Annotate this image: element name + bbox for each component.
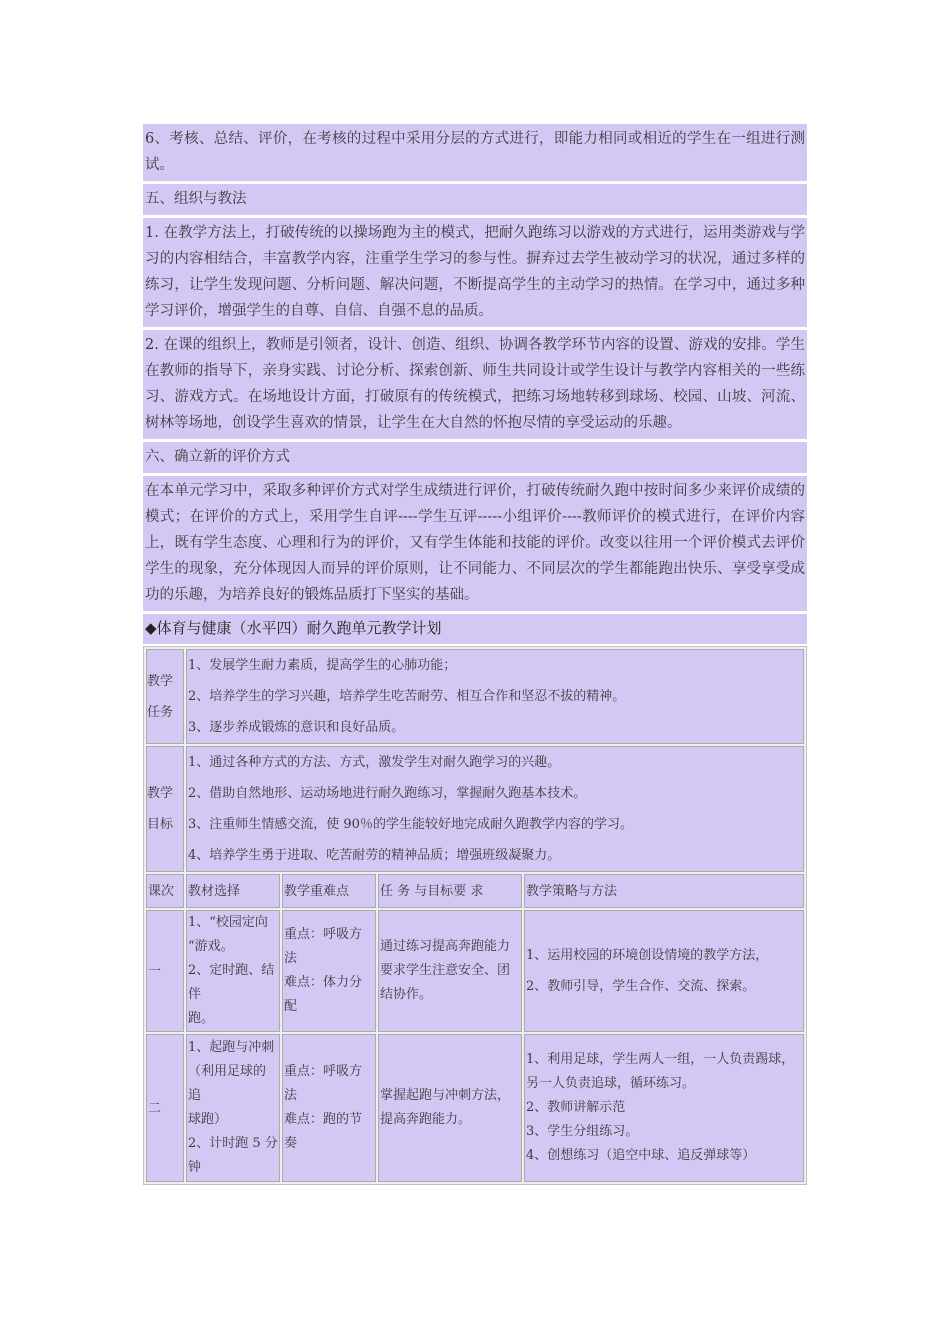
lesson-material: 1、“校园定向 “游戏。 2、定时跑、结伴 跑。 <box>186 910 280 1032</box>
lesson-key-points: 重点：呼吸方法 难点：跑的节奏 <box>282 1034 376 1182</box>
paragraph-method: 1. 在教学方法上，打破传统的以操场跑为主的模式，把耐久跑练习以游戏的方式进行，运用类游戏与学习的内容相结合，丰富教学内容，注重学生学习的参与性。摒弃过去学生被动学习的状况，通过多样的练习，让学生发现问题、分析问题、解决问题，不断提高学生的主动学习的热情。在学习中，通过多种学习评价，增强学生的自尊、自信、自强不息的品质。 <box>143 218 807 328</box>
teaching-plan-table <box>143 646 807 1185</box>
goal-label: 教学 目标 <box>146 746 184 872</box>
lesson-strategy: 1、利用足球，学生两人一组，一人负责踢球， 另一人负责追球，循环练习。 2、教师讲解示范 3、学生分组练习。 4、创想练习（追空中球、追反弹球等） <box>524 1034 804 1182</box>
table-row-goal <box>146 746 804 872</box>
list-item: 1、通过各种方式的方法、方式，激发学生对耐久跑学习的兴趣。 <box>188 755 561 770</box>
lesson-strategy: 1、运用校园的环境创设情境的教学方法， 2、教师引导，学生合作、交流、探索。 <box>524 910 804 1032</box>
lesson-number: 二 <box>146 1034 184 1182</box>
header-material: 教材选择 <box>186 874 280 908</box>
list-item: 3、注重师生情感交流，使 90％的学生能较好地完成耐久跑教学内容的学习。 <box>188 817 633 832</box>
list-item: 3、逐步养成锻炼的意识和良好品质。 <box>188 720 405 735</box>
lesson-number: 一 <box>146 910 184 1032</box>
lesson-task: 掌握起跑与冲刺方法， 提高奔跑能力。 <box>378 1034 522 1182</box>
table-header-row <box>146 874 804 908</box>
list-item: 2、培养学生的学习兴趣，培养学生吃苦耐劳、相互合作和坚忍不拔的精神。 <box>188 689 626 704</box>
plan-title: ◆体育与健康（水平四）耐久跑单元教学计划 <box>143 614 807 644</box>
heading-evaluation: 六、确立新的评价方式 <box>143 442 807 474</box>
task-content <box>186 649 804 744</box>
header-strategy: 教学策略与方法 <box>524 874 804 908</box>
list-item: 1、发展学生耐力素质，提高学生的心肺功能； <box>188 658 457 673</box>
lesson-task: 通过练习提高奔跑能力 要求学生注意安全、团 结协作。 <box>378 910 522 1032</box>
heading-organization: 五、组织与教法 <box>143 184 807 216</box>
list-item: 4、培养学生勇于进取、吃苦耐劳的精神品质；增强班级凝聚力。 <box>188 848 561 863</box>
paragraph-evaluation: 在本单元学习中，采取多种评价方式对学生成绩进行评价，打破传统耐久跑中按时间多少来评价成绩的模式；在评价的方式上，采用学生自评----学生互评-----小组评价----教师评价的模式进行，在评价内容上，既有学生态度、心理和行为的评价，又有学生体能和技能的评价。改变以往用一个评价模式去评价学生的现象，充分体现因人而异的评价原则，让不同能力、不同层次的学生都能跑出快乐、享受享受成功的乐趣，为培养良好的锻炼品质打下坚实的基础。 <box>143 476 807 612</box>
paragraph-assessment: 6、考核、总结、评价，在考核的过程中采用分层的方式进行，即能力相同或相近的学生在一组进行测试。 <box>143 124 807 182</box>
document-body <box>143 124 807 1185</box>
table-row <box>146 1034 804 1182</box>
table-row <box>146 910 804 1032</box>
paragraph-organization: 2. 在课的组织上，教师是引领者，设计、创造、组织、协调各教学环节内容的设置、游戏的安排。学生在教师的指导下，亲身实践、讨论分析、探索创新、师生共同设计或学生设计与教学内容相关的一些练习、游戏方式。在场地设计方面，打破原有的传统模式，把练习场地转移到球场、校园、山坡、河流、树林等场地，创设学生喜欢的情景，让学生在大自然的怀抱尽情的享受运动的乐趣。 <box>143 330 807 440</box>
table-row-task <box>146 649 804 744</box>
goal-content <box>186 746 804 872</box>
header-task-goal: 任 务 与目标要 求 <box>378 874 522 908</box>
lesson-key-points: 重点：呼吸方法 难点：体力分配 <box>282 910 376 1032</box>
list-item: 2、借助自然地形、运动场地进行耐久跑练习，掌握耐久跑基本技术。 <box>188 786 587 801</box>
task-label: 教学 任务 <box>146 649 184 744</box>
lesson-material: 1、起跑与冲刺 （利用足球的追 球跑） 2、计时跑 5 分 钟 <box>186 1034 280 1182</box>
header-key-points: 教学重难点 <box>282 874 376 908</box>
header-lesson: 课次 <box>146 874 184 908</box>
